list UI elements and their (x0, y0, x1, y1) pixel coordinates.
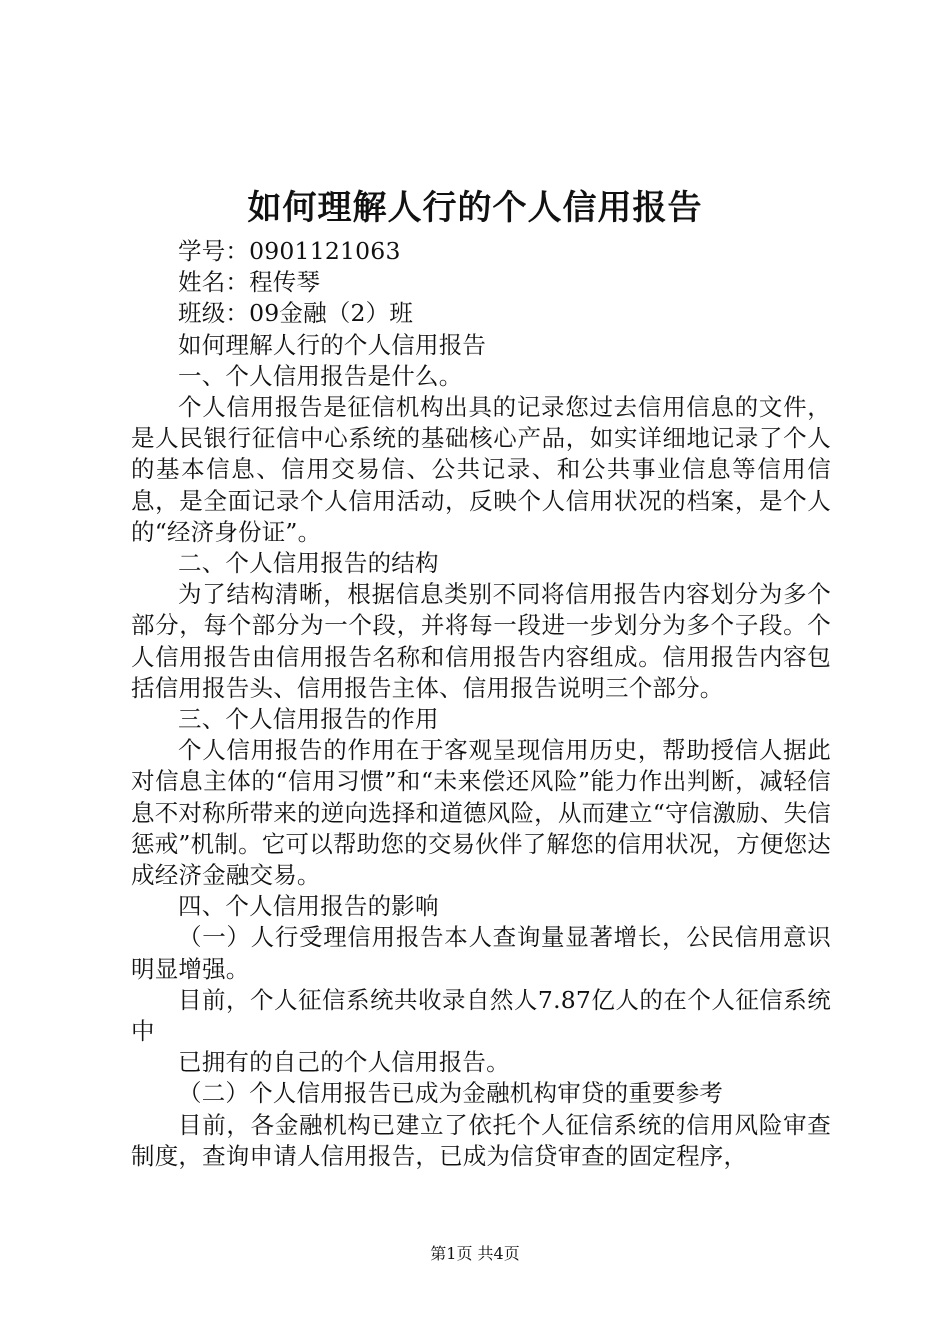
section-4-subheading-1: （一）人行受理信用报告本人查询量显著增长，公民信用意识明显增强。 (131, 923, 831, 983)
section-4-sub-1-paragraph: 目前，个人征信系统共收录自然人7.87亿人的在个人征信系统中 (131, 985, 831, 1046)
subtitle-line: 如何理解人行的个人信用报告 (178, 330, 487, 359)
section-3-paragraph: 个人信用报告的作用在于客观呈现信用历史，帮助授信人据此对信息主体的“信用习惯”和“未来偿还风险”能力作出判断，减轻信息不对称所带来的逆向选择和道德风险，从而建立“守信激励、失信惩戒”机制。它可以帮助您的交易伙伴了解您的信用状况，方便您达成经济金融交易。 (131, 736, 831, 890)
section-1-heading: 一、个人信用报告是什么。 (178, 361, 463, 390)
student-name-line: 姓名：程传琴 (178, 268, 321, 297)
section-1-paragraph: 个人信用报告是征信机构出具的记录您过去信用信息的文件，是人民银行征信中心系统的基础核心产品，如实详细地记录了个人的基本信息、信用交易信、公共记录、和公共事业信息等信用信息，是全面记录个人信用活动，反映个人信用状况的档案，是个人的“经济身份证”。 (131, 393, 831, 546)
document-title: 如何理解人行的个人信用报告 (247, 188, 703, 228)
section-3-heading: 三、个人信用报告的作用 (178, 705, 439, 734)
section-4-heading: 四、个人信用报告的影响 (178, 892, 439, 921)
section-2-heading: 二、个人信用报告的结构 (178, 549, 439, 578)
section-4-sub-1-paragraph-2: 已拥有的自己的个人信用报告。 (178, 1048, 510, 1077)
page-footer: 第1页 共4页 (430, 1244, 520, 1263)
section-4-sub-2-paragraph: 目前，各金融机构已建立了依托个人征信系统的信用风险审查制度，查询申请人信用报告，已成为信贷审查的固定程序， (131, 1110, 831, 1170)
section-4-subheading-2: （二）个人信用报告已成为金融机构审贷的重要参考 (178, 1079, 724, 1108)
document-body (131, 236, 831, 1172)
student-id-line: 学号：0901121063 (178, 237, 401, 265)
class-line: 班级：09金融（2）班 (178, 299, 414, 328)
section-2-paragraph: 为了结构清晰，根据信息类别不同将信用报告内容划分为多个部分，每个部分为一个段，并将每一段进一步划分为多个子段。个人信用报告由信用报告名称和信用报告内容组成。信用报告内容包括信用报告头、信用报告主体、信用报告说明三个部分。 (131, 580, 831, 702)
